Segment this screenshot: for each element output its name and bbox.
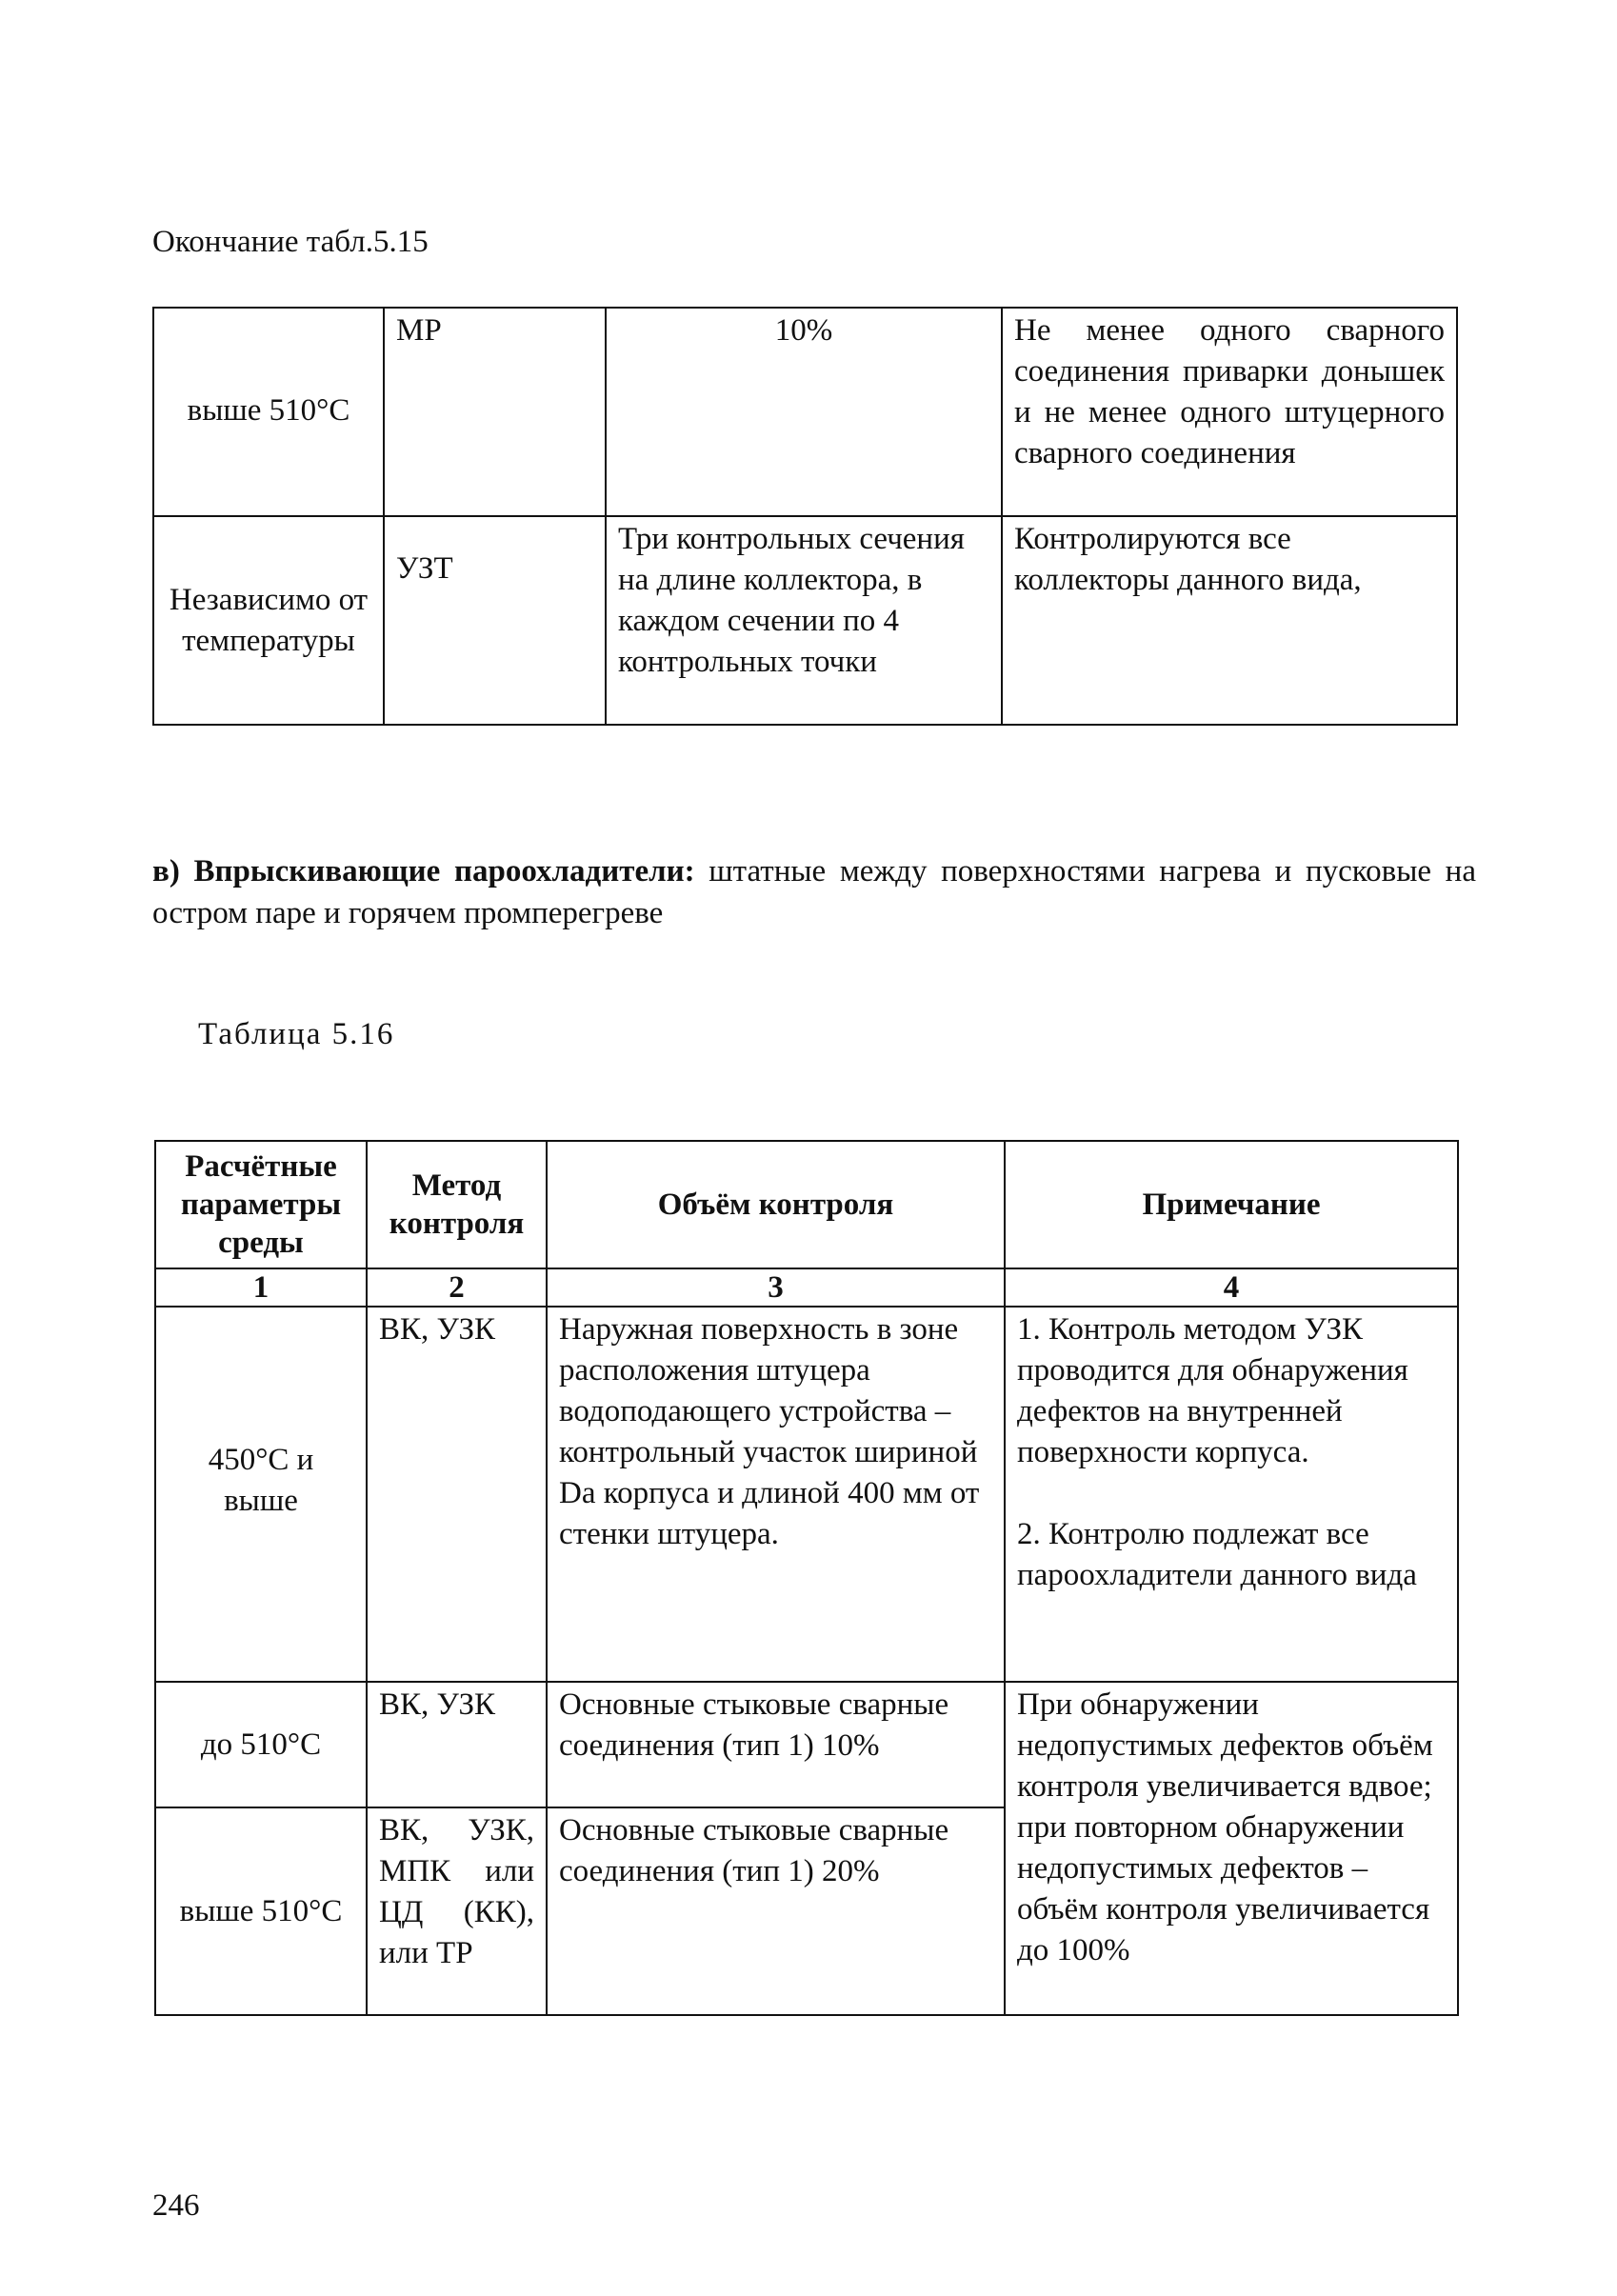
param-cell: выше 510°C bbox=[155, 1807, 367, 2015]
note-item-1: 1. Контроль методом УЗК проводится для обнаружения дефектов на внутренней поверхности корпуса. bbox=[1017, 1312, 1408, 1469]
table-5-16 bbox=[154, 1140, 1459, 2016]
page-number: 246 bbox=[152, 2188, 200, 2223]
method-cell: ВК, УЗК, МПК или ЦД (КК), или ТР bbox=[367, 1807, 547, 2015]
header-volume: Объём контроля bbox=[547, 1141, 1005, 1268]
table-5-15-caption: Окончание табл.5.15 bbox=[152, 225, 429, 259]
volume-cell: Наружная поверхность в зоне расположения штуцера водоподающего устройства – контрольный участок шириной Da корпуса и длиной 400 мм от стенки штуцера. bbox=[547, 1307, 1005, 1682]
note-cell bbox=[1005, 1307, 1458, 1682]
header-row bbox=[155, 1141, 1458, 1268]
volume-cell: 10% bbox=[606, 308, 1002, 516]
param-cell: 450°C и выше bbox=[155, 1307, 367, 1682]
header-param: Расчётные параметры среды bbox=[155, 1141, 367, 1268]
table-row bbox=[155, 1682, 1458, 1807]
number-row bbox=[155, 1268, 1458, 1307]
column-number: 2 bbox=[367, 1268, 547, 1307]
column-number: 3 bbox=[547, 1268, 1005, 1307]
param-cell: Независимо от температуры bbox=[153, 516, 384, 725]
method-cell: МР bbox=[384, 308, 606, 516]
column-number: 4 bbox=[1005, 1268, 1458, 1307]
note-cell: Контролируются все коллекторы данного вида, bbox=[1002, 516, 1457, 725]
table-5-16-caption: Таблица 5.16 bbox=[198, 1017, 395, 1051]
param-cell: до 510°C bbox=[155, 1682, 367, 1807]
section-heading bbox=[152, 850, 1476, 934]
table-row bbox=[155, 1307, 1458, 1682]
header-method: Метод контроля bbox=[367, 1141, 547, 1268]
volume-cell: Основные стыковые сварные соединения (тип 1) 10% bbox=[547, 1682, 1005, 1807]
section-heading-bold: в) Впрыскивающие пароохладители: bbox=[152, 854, 695, 888]
volume-cell: Основные стыковые сварные соединения (тип 1) 20% bbox=[547, 1807, 1005, 2015]
param-cell: выше 510°C bbox=[153, 308, 384, 516]
volume-cell: Три контрольных сечения на длине коллектора, в каждом сечении по 4 контрольных точки bbox=[606, 516, 1002, 725]
method-cell: ВК, УЗК bbox=[367, 1307, 547, 1682]
method-cell: УЗТ bbox=[384, 516, 606, 725]
note-cell: Не менее одного сварного соединения приварки донышек и не менее одного штуцерного сварного соединения bbox=[1002, 308, 1457, 516]
section-heading-text: штатные между поверхностями нагрева и пусковые на остром паре и горячем промперегреве bbox=[152, 854, 1476, 930]
note-cell: При обнаружении недопустимых дефектов объём контроля увеличивается вдвое; при повторном обнаружении недопустимых дефектов – объём контроля увеличивается до 100% bbox=[1005, 1682, 1458, 2015]
column-number: 1 bbox=[155, 1268, 367, 1307]
table-row bbox=[153, 516, 1457, 725]
note-item-2: 2. Контролю подлежат все пароохладители данного вида bbox=[1017, 1517, 1417, 1592]
note-spacer bbox=[1017, 1473, 1446, 1514]
method-cell: ВК, УЗК bbox=[367, 1682, 547, 1807]
header-note: Примечание bbox=[1005, 1141, 1458, 1268]
table-row bbox=[153, 308, 1457, 516]
table-5-15 bbox=[152, 307, 1458, 726]
